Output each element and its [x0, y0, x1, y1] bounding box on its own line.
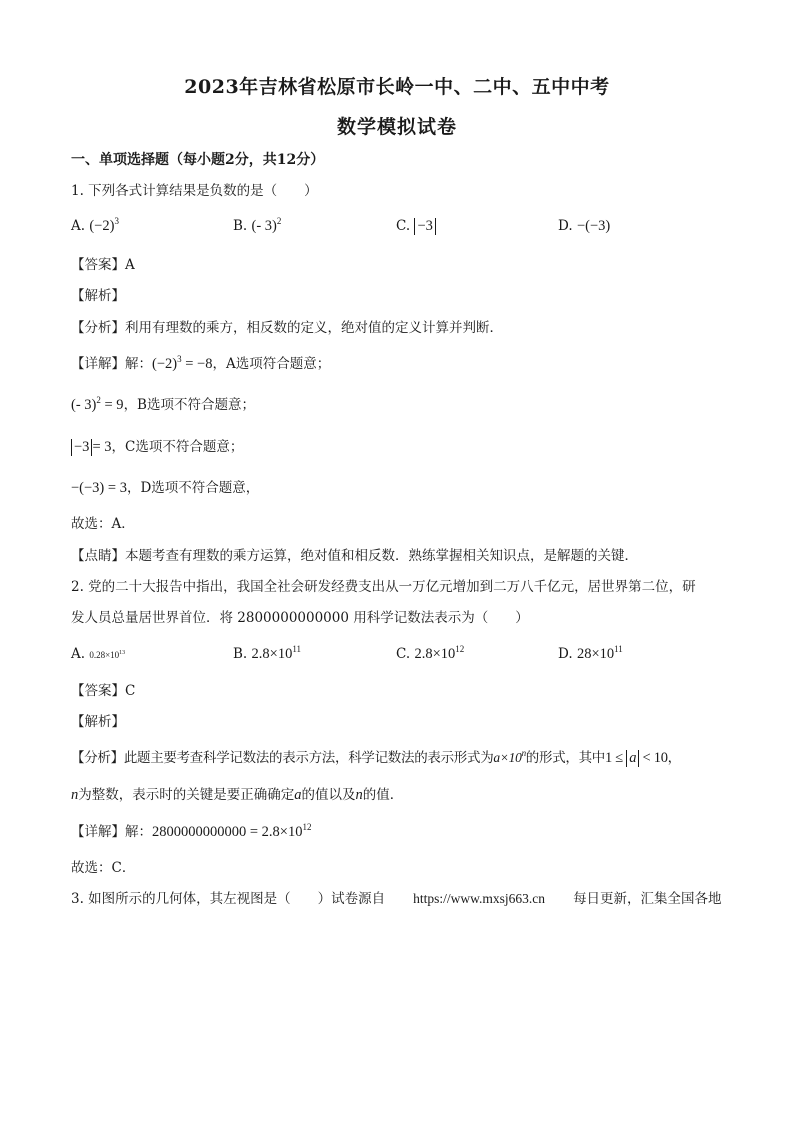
option-expr: [577, 646, 623, 662]
q2-choose: 故选：C．: [71, 860, 136, 876]
expr-exponent: 11: [614, 644, 623, 654]
fenxi-text: 的值以及: [301, 787, 356, 803]
var-n: n: [71, 787, 79, 803]
detail-expr: −(−3) = 3: [71, 480, 127, 496]
fenxi-text: 的形式，其中: [525, 750, 605, 766]
q1-option-d: [558, 216, 610, 236]
q1-option-a: [71, 216, 119, 236]
q1-stem: 1. 下列各式计算结果是负数的是（ ）: [71, 183, 318, 199]
fenxi-text: 此题主要考查科学记数法的表示方法，科学记数法的表示形式为: [123, 750, 494, 766]
var-n: n: [355, 787, 363, 803]
q1-dianjing: [71, 546, 638, 566]
option-label: D.: [558, 218, 573, 234]
ineq-right: < 10: [639, 750, 668, 766]
fenxi-tag: 【分析】: [71, 320, 125, 336]
option-label: A.: [71, 646, 86, 662]
q2-answer: [71, 681, 135, 701]
q3-stem-text: 3. 如图所示的几何体，其左视图是（ ）试卷源自: [71, 891, 386, 907]
option-expr: [252, 218, 282, 234]
option-expr: [89, 218, 119, 234]
detail-expr: [152, 824, 311, 840]
expr-base: (- 3): [71, 397, 97, 413]
dianjing-tag: 【点睛】: [71, 548, 125, 564]
expr-exponent: 3: [114, 216, 119, 226]
var-a: a: [294, 787, 302, 803]
q1-detail-b: [71, 395, 255, 415]
fenxi-text: 为整数，表示时的关键是要正确确定: [78, 787, 295, 803]
abs-expr: −3: [71, 439, 92, 456]
source-url[interactable]: https://www.mxsj663.cn: [413, 891, 546, 906]
q1-option-c: [396, 216, 436, 236]
abs-var: a: [626, 750, 639, 767]
detail-expr: [71, 397, 124, 413]
detail-tag: 【详解】: [71, 824, 125, 840]
page-title: 2023年吉林省松原市长岭一中、二中、五中中考: [184, 76, 610, 98]
fenxi-text: 的值．: [362, 787, 404, 803]
detail-prefix: 解：: [125, 356, 152, 372]
q2-option-a: [71, 644, 125, 665]
option-expr: −(−3): [576, 218, 611, 234]
detail-expr: [152, 356, 212, 372]
form-expr: [493, 750, 525, 765]
expr-exponent: 2: [276, 216, 282, 226]
detail-text: ，D选项不符合题意，: [126, 480, 260, 496]
expr-exponent: 3: [177, 354, 182, 364]
q2-option-c: [396, 644, 464, 664]
expr-base: a×10: [493, 750, 522, 765]
option-label: C.: [396, 218, 411, 234]
detail-text: ，B选项不符合题意；: [123, 397, 255, 413]
option-expr: [252, 646, 301, 662]
expr-rest: = 3: [92, 439, 112, 455]
fenxi-text: ，: [667, 750, 681, 766]
expr-base: 2.8×10: [251, 646, 293, 662]
q1-option-b: [233, 216, 281, 236]
option-label: D.: [558, 646, 573, 662]
option-label: C.: [396, 646, 411, 662]
expr-rest: = 9: [100, 397, 124, 413]
expr-exponent: 13: [119, 650, 126, 656]
expr-exponent: 12: [455, 644, 465, 654]
detail-text: ，A选项符合题意；: [212, 356, 331, 372]
q1-detail: [71, 354, 330, 374]
expr-rest: = −8: [181, 356, 213, 372]
expr-base: 2.8×10: [414, 646, 456, 662]
q1-analysis-tag: 【解析】: [71, 288, 125, 304]
q2-option-b: [233, 644, 301, 664]
page-subtitle: 数学模拟试卷: [336, 116, 457, 138]
q2-option-d: [558, 644, 623, 664]
section-heading: 一、单项选择题（每小题2分，共12分）: [71, 152, 325, 168]
option-expr: [89, 650, 125, 660]
q2-fenxi-line2: [71, 785, 403, 805]
answer-value: A: [125, 257, 135, 273]
detail-prefix: 解：: [125, 824, 152, 840]
q3-tail-text: 每日更新，汇集全国各地: [573, 891, 722, 907]
expr-base: 28×10: [576, 646, 615, 662]
answer-tag: 【答案】: [71, 257, 125, 273]
q1-detail-c: [71, 437, 243, 457]
fenxi-text: 利用有理数的乘方，相反数的定义，绝对值的定义计算并判断．: [125, 320, 503, 336]
inequality: [605, 750, 668, 766]
expr-base: 0.28×10: [89, 650, 120, 660]
expr-exponent: 12: [302, 822, 312, 832]
q2-detail: [71, 822, 311, 842]
q2-fenxi: [71, 748, 681, 768]
expr-exponent: 2: [96, 395, 101, 405]
detail-tag: 【详解】: [71, 356, 125, 372]
q1-choose: 故选：A．: [71, 516, 135, 532]
option-expr: [414, 646, 464, 662]
expr-exponent: 11: [292, 644, 301, 654]
option-expr: −3: [414, 218, 435, 235]
answer-tag: 【答案】: [71, 683, 125, 699]
expr-base: (- 3): [251, 218, 277, 234]
q2-stem-line2: 发人员总量居世界首位．将 2800000000000 用科学记数法表示为（ ）: [71, 610, 529, 626]
fenxi-tag: 【分析】: [71, 750, 124, 766]
detail-text: ，C选项不符合题意；: [111, 439, 244, 455]
q1-detail-d: [71, 478, 259, 498]
q1-fenxi: [71, 318, 503, 338]
option-label: A.: [71, 218, 86, 234]
ineq-left: 1 ≤: [605, 750, 627, 766]
expr-exponent: n: [521, 748, 526, 758]
q3-stem: [71, 889, 722, 909]
option-label: B.: [233, 218, 248, 234]
option-label: B.: [233, 646, 248, 662]
answer-value: C: [125, 683, 136, 699]
expr-base: (−2): [152, 356, 178, 372]
dianjing-text: 本题考查有理数的乘方运算，绝对值和相反数．熟练掌握相关知识点，是解题的关键．: [125, 548, 638, 564]
expr-base: 2800000000000 = 2.8×10: [152, 824, 303, 840]
expr-base: (−2): [89, 218, 115, 234]
q2-stem-line1: 2. 党的二十大报告中指出，我国全社会研发经费支出从一万亿元增加到二万八千亿元，居世界第二位，研: [71, 579, 696, 595]
q1-answer: [71, 255, 135, 275]
q2-analysis-tag: 【解析】: [71, 714, 125, 730]
